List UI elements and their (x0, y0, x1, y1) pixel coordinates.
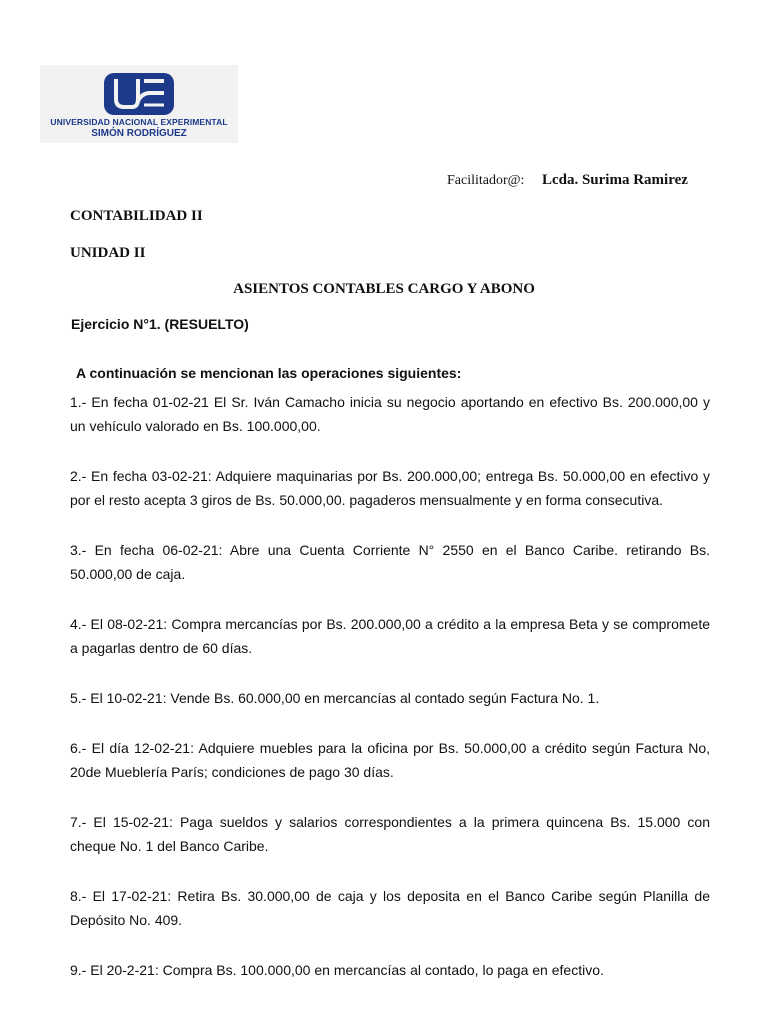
operation-item: 3.- En fecha 06-02-21: Abre una Cuenta Corriente N° 2550 en el Banco Caribe. retirando Bs. 50.000,00 de caja. (70, 542, 710, 582)
logo-university-name: UNIVERSIDAD NACIONAL EXPERIMENTAL (50, 117, 228, 127)
exercise-heading: Ejercicio N°1. (RESUELTO) (71, 316, 249, 332)
intro-text: A continuación se mencionan las operaciones siguientes: (76, 365, 462, 381)
operation-item: 6.- El día 12-02-21: Adquiere muebles para la oficina por Bs. 50.000,00 a crédito según Factura No, 20de Mueblería París; condiciones de pago 30 días. (70, 740, 710, 780)
operation-item: 5.- El 10-02-21: Vende Bs. 60.000,00 en mercancías al contado según Factura No. 1. (70, 690, 600, 706)
operation-item: 8.- El 17-02-21: Retira Bs. 30.000,00 de caja y los deposita en el Banco Caribe según Planilla de Depósito No. 409. (70, 888, 710, 928)
topic-title: ASIENTOS CONTABLES CARGO Y ABONO (233, 281, 535, 297)
operation-item: 4.- El 08-02-21: Compra mercancías por Bs. 200.000,00 a crédito a la empresa Beta y se compromete a pagarlas dentro de 60 días. (70, 616, 710, 656)
operations-list (70, 390, 710, 1008)
operation-item: 1.- En fecha 01-02-21 El Sr. Iván Camacho inicia su negocio aportando en efectivo Bs. 200.000,00 y un vehículo valorado en Bs. 100.000,00. (70, 394, 710, 434)
operation-item: 2.- En fecha 03-02-21: Adquiere maquinarias por Bs. 200.000,00; entrega Bs. 50.000,00 en efectivo y por el resto acepta 3 giros de Bs. 50.000,00. pagaderos mensualmente y en forma consecutiva. (70, 468, 710, 508)
facilitator-label: Facilitador@: (447, 173, 525, 188)
facilitator-line (447, 172, 688, 189)
logo-university-subname: SIMÓN RODRÍGUEZ (91, 128, 187, 139)
course-title: CONTABILIDAD II (70, 208, 203, 224)
university-logo-icon (102, 71, 176, 117)
operation-item: 9.- El 20-2-21: Compra Bs. 100.000,00 en mercancías al contado, lo paga en efectivo. (70, 962, 604, 978)
facilitator-name: Lcda. Surima Ramirez (541, 172, 688, 188)
unit-title: UNIDAD II (70, 245, 146, 261)
university-logo (40, 65, 238, 143)
operation-item: 7.- El 15-02-21: Paga sueldos y salarios correspondientes a la primera quincena Bs. 15.000 con cheque No. 1 del Banco Caribe. (70, 814, 710, 854)
